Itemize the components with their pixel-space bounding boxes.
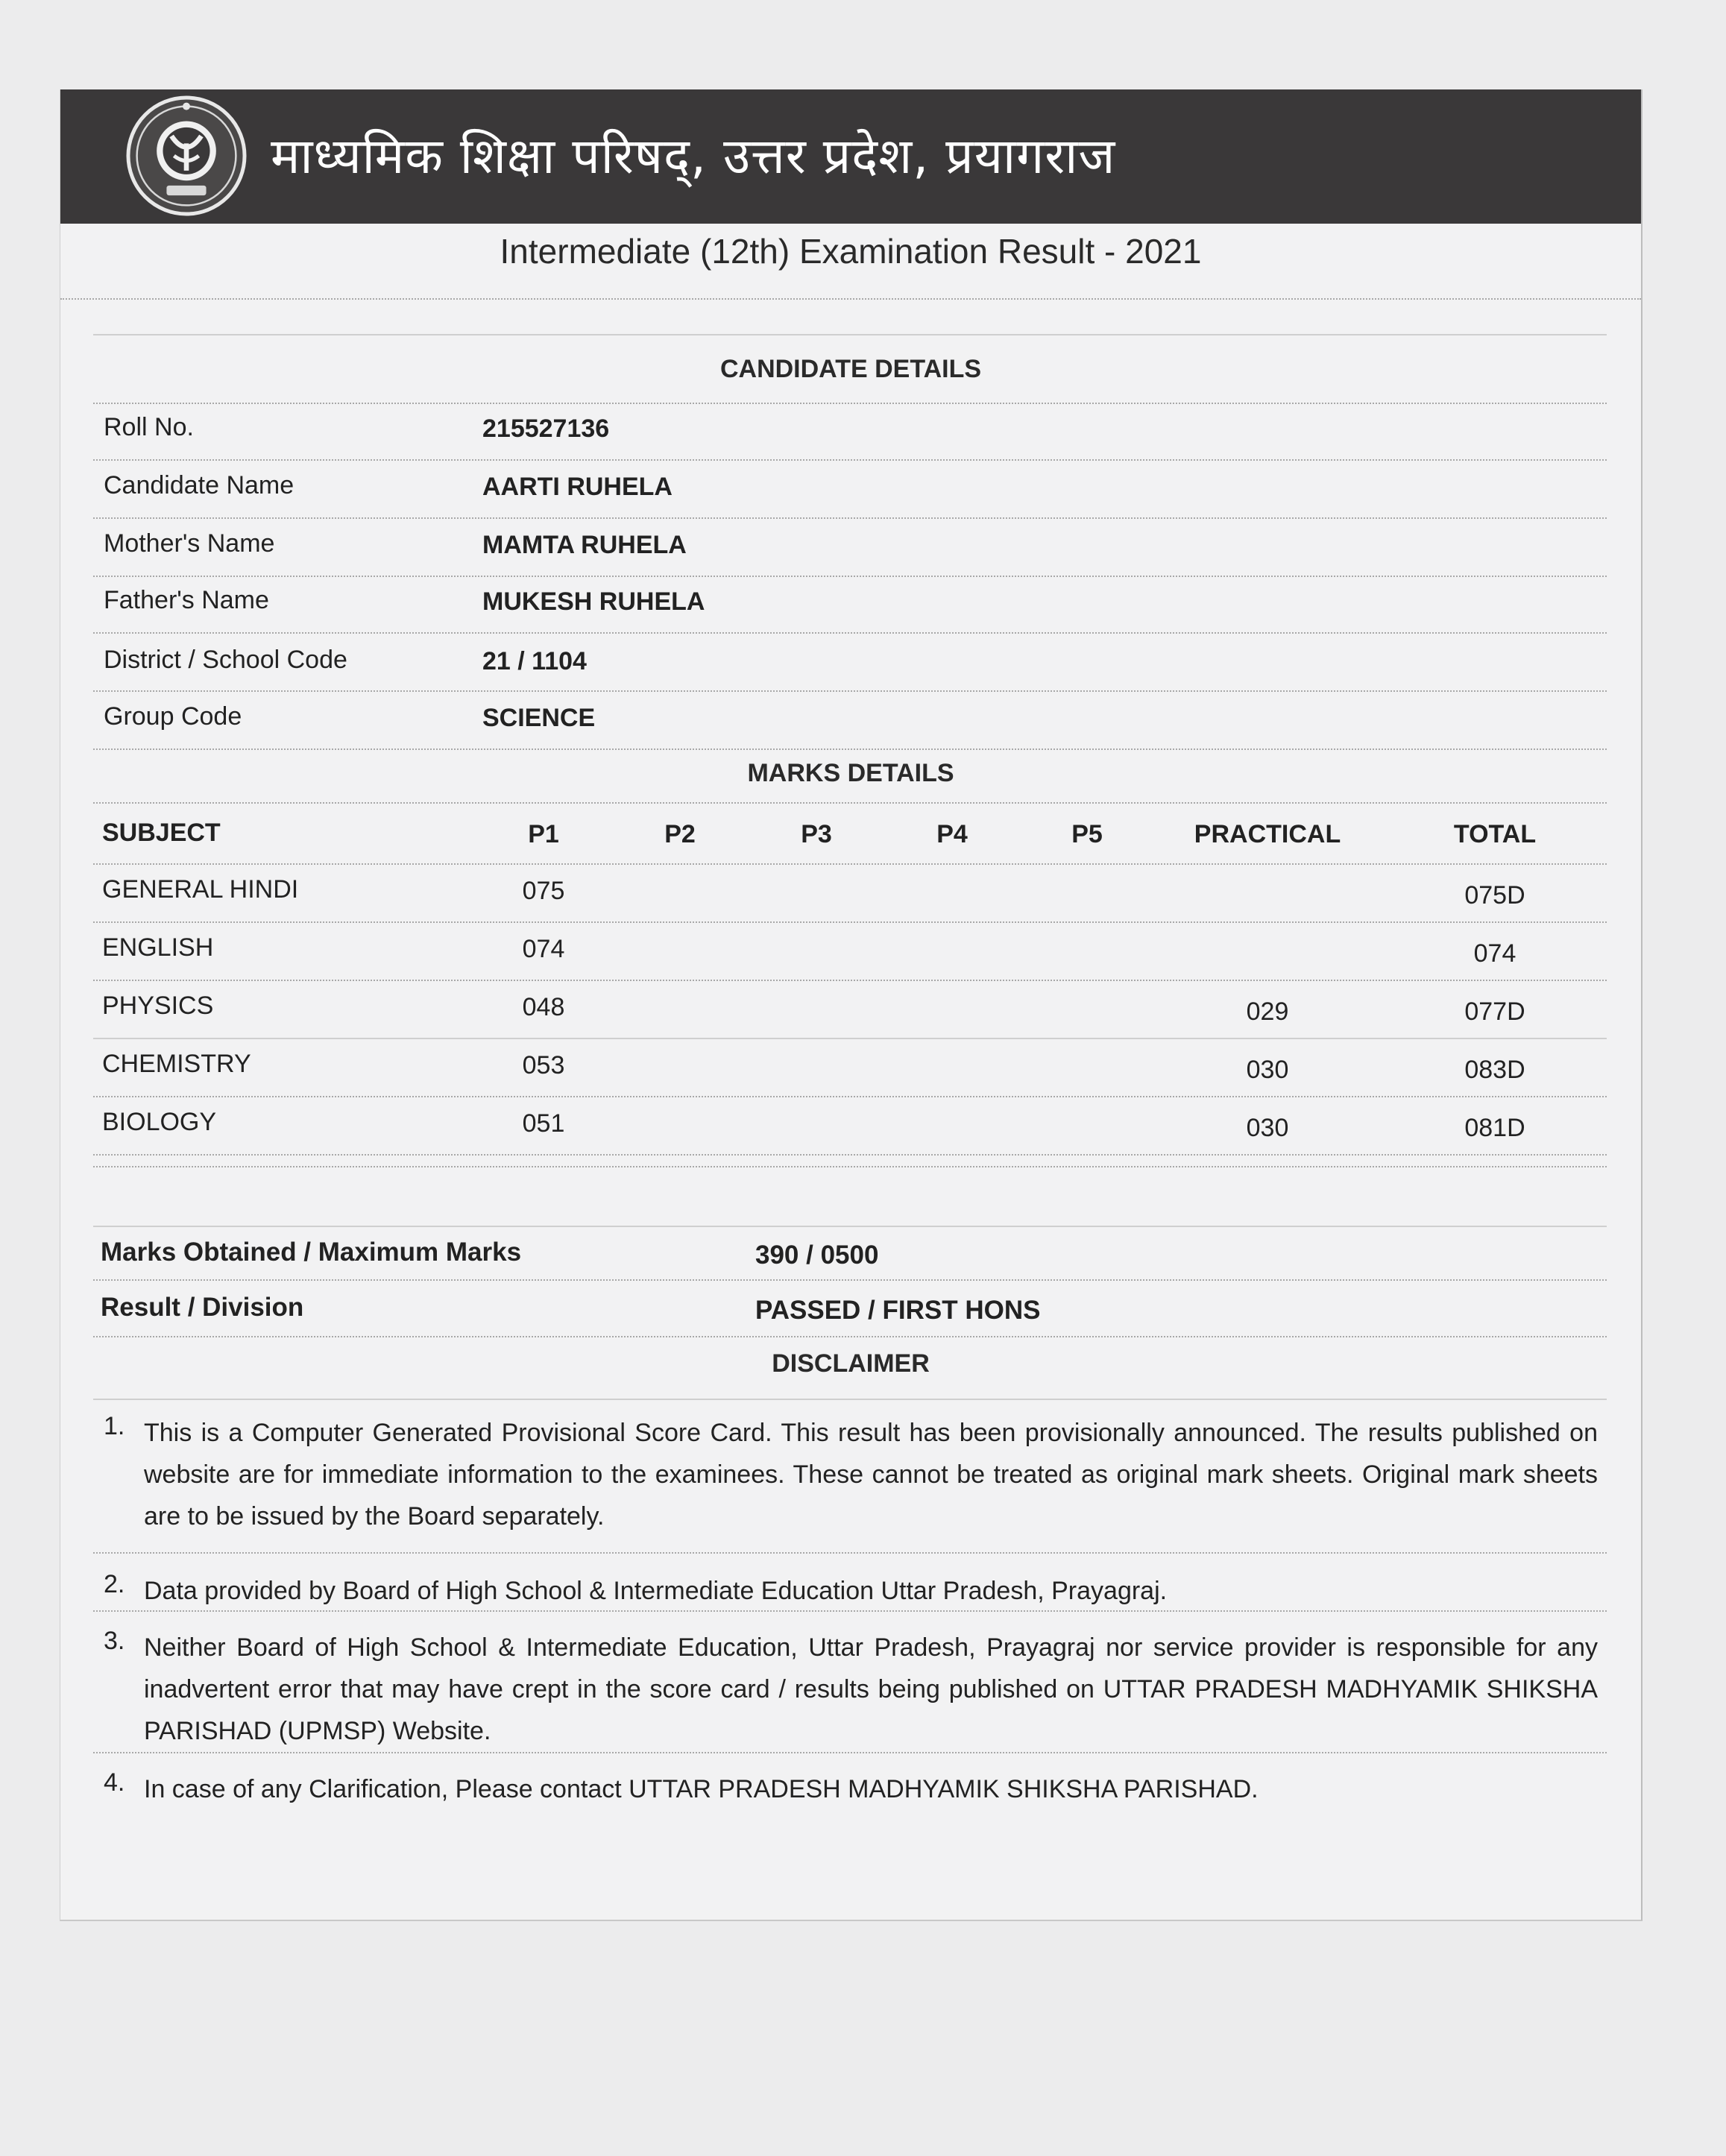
table-row (93, 981, 1607, 1038)
result-division-row (93, 1282, 1607, 1339)
candidate-row-name (93, 461, 1607, 517)
divider (93, 802, 1607, 804)
table-row (93, 1097, 1607, 1154)
group-code-label: Group Code (104, 702, 242, 731)
total-mark: 075D (1464, 881, 1525, 910)
father-name-label: Father's Name (104, 586, 269, 614)
group-code-value: SCIENCE (482, 704, 596, 732)
col-p1: P1 (528, 820, 559, 848)
marks-details-heading: MARKS DETAILS (747, 759, 954, 787)
result-division-value: PASSED / FIRST HONS (755, 1296, 1041, 1325)
divider (93, 334, 1607, 335)
disclaimer-number: 3. (104, 1627, 125, 1655)
col-practical: PRACTICAL (1194, 820, 1341, 848)
district-school-value: 21 / 1104 (482, 647, 587, 675)
total-mark: 083D (1464, 1056, 1525, 1084)
table-row (93, 1039, 1607, 1096)
district-school-label: District / School Code (104, 646, 347, 674)
disclaimer-text: This is a Computer Generated Provisional Score Card. This result has been provisionally announced. The results published on website are for immediate information to the examinees. These cannot be treated as original mark sheets. Original mark sheets are to be issued by the Board separately. (144, 1419, 1598, 1531)
practical-mark: 030 (1246, 1056, 1289, 1084)
table-row (93, 865, 1607, 921)
divider (93, 1279, 1607, 1281)
p1-mark: 075 (522, 877, 565, 905)
practical-mark: 030 (1246, 1114, 1289, 1142)
p1-mark: 074 (522, 935, 565, 963)
p1-mark: 048 (522, 993, 565, 1021)
board-name-title: माध्यमिक शिक्षा परिषद्, उत्तर प्रदेश, प्रयागराज (271, 127, 1116, 185)
table-row (93, 923, 1607, 980)
roll-no-value: 215527136 (482, 415, 610, 443)
candidate-details-heading: CANDIDATE DETAILS (719, 355, 982, 383)
disclaimer-number: 4. (104, 1768, 125, 1797)
mother-name-value: MAMTA RUHELA (482, 531, 687, 559)
total-mark: 077D (1464, 997, 1525, 1026)
roll-no-label: Roll No. (104, 413, 194, 441)
col-total: TOTAL (1453, 820, 1537, 848)
practical-mark: 029 (1246, 997, 1289, 1026)
p1-mark: 051 (522, 1109, 565, 1138)
board-header (60, 89, 1641, 224)
divider (93, 1166, 1607, 1167)
divider (93, 1610, 1607, 1612)
disclaimer-number: 1. (104, 1412, 125, 1440)
candidate-row-roll-no (93, 403, 1607, 459)
candidate-row-group (93, 692, 1607, 748)
subject-name: GENERAL HINDI (102, 875, 299, 904)
marks-obtained-label: Marks Obtained / Maximum Marks (101, 1238, 522, 1267)
col-p5: P5 (1071, 820, 1103, 848)
divider (93, 1154, 1607, 1156)
divider (93, 1752, 1607, 1753)
col-p2: P2 (664, 820, 696, 848)
father-name-value: MUKESH RUHELA (482, 587, 705, 616)
disclaimer-number: 2. (104, 1570, 125, 1598)
subject-name: PHYSICS (102, 992, 214, 1020)
candidate-name-label: Candidate Name (104, 471, 295, 499)
col-p4: P4 (936, 820, 968, 848)
up-government-emblem-icon (125, 94, 248, 218)
total-mark: 081D (1464, 1114, 1525, 1142)
score-card-sheet (60, 89, 1642, 1921)
candidate-row-district (93, 635, 1607, 692)
divider (93, 1336, 1607, 1337)
result-division-label: Result / Division (101, 1293, 304, 1322)
disclaimer-heading: DISCLAIMER (772, 1349, 930, 1378)
subject-name: ENGLISH (102, 933, 214, 962)
col-p3: P3 (801, 820, 832, 848)
p1-mark: 053 (522, 1051, 565, 1079)
disclaimer-text: Data provided by Board of High School & Intermediate Education Uttar Pradesh, Prayagraj. (144, 1577, 1168, 1605)
total-mark: 074 (1473, 939, 1516, 968)
candidate-row-father (93, 576, 1607, 632)
marks-table-header (93, 808, 1607, 865)
candidate-name-value: AARTI RUHELA (482, 473, 673, 501)
candidate-row-mother (93, 519, 1607, 576)
mother-name-label: Mother's Name (104, 529, 275, 558)
disclaimer-text: In case of any Clarification, Please contact UTTAR PRADESH MADHYAMIK SHIKSHA PARISHAD. (144, 1775, 1259, 1803)
disclaimer-text: Neither Board of High School & Intermediate Education, Uttar Pradesh, Prayagraj nor service provider is responsible for any inadvertent error that may have crept in the score card / results being published on UTTAR PRADESH MADHYAMIK SHIKSHA PARISHAD (UPMSP) Website. (144, 1633, 1598, 1745)
divider (93, 632, 1607, 634)
divider (93, 1552, 1607, 1554)
divider (93, 1399, 1607, 1400)
exam-title: Intermediate (12th) Examination Result - 2021 (500, 232, 1202, 271)
marks-obtained-row (93, 1227, 1607, 1284)
marks-obtained-value: 390 / 0500 (755, 1241, 879, 1270)
divider (93, 748, 1607, 750)
subject-name: BIOLOGY (102, 1108, 217, 1136)
divider (60, 298, 1641, 300)
col-subject: SUBJECT (102, 819, 221, 847)
subject-name: CHEMISTRY (102, 1050, 251, 1078)
